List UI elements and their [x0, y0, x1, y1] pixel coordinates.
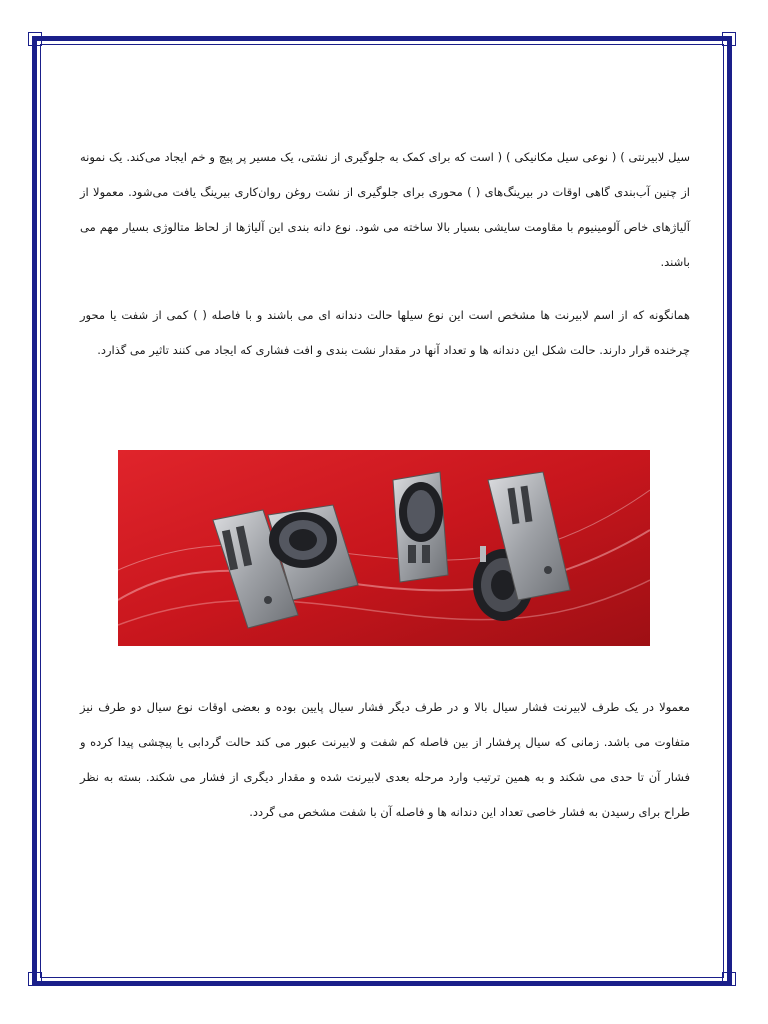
border-corner-ornament — [722, 32, 736, 46]
paragraph-teeth: همانگونه که از اسم لابیرنت ها مشخص است این نوع سیلها حالت دندانه ای می باشند و با فاصله ( ) کمی از شفت یا محور چرخنده قرار دارند. حالت شکل این دندانه ها و تعداد آنها در مقدار نشت بندی و افت فشاری که ایجاد می کنند تاثیر می گذارد. — [80, 308, 690, 357]
border-corner-ornament — [28, 972, 42, 986]
seal-photo-illustration — [118, 450, 650, 646]
border-corner-ornament — [28, 32, 42, 46]
paragraph-intro: سیل لابیرنتی ) ( نوعی سیل مکانیکی ) ( است که برای کمک به جلوگیری از نشتی، یک مسیر پر پیچ و خم ایجاد می‌کند. یک نمونه از چنین آب‌بندی گاهی اوقات در بیرینگ‌های ( ) محوری برای جلوگیری از نشت روغن روان‌کاری بیرینگ یافت می‌شود. معمولا از آلیاژهای خاص آلومینیوم با مقاومت سایشی بسیار بالا ساخته می شود. نوع دانه بندی این آلیاژها از لحاظ متالوژی بسیار مهم می باشند. — [80, 150, 690, 269]
border-corner-ornament — [722, 972, 736, 986]
document-body — [80, 140, 690, 386]
seal-housing-center — [393, 472, 448, 582]
paragraph-pressure: معمولا در یک طرف لابیرنت فشار سیال بالا و در طرف دیگر فشار سیال پایین بوده و بعضی اوقات نوع سیال دو طرف نیز متفاوت می باشد. زمانی که سیال پرفشار از بین فاصله کم شفت و لابیرنت عبور می کند حالت گردابی یا پیچشی پیدا کرده و فشار آن تا حدی می شکند و به همین ترتیب وارد مرحله بعدی لابیرنت شده و مقدار دیگری از فشار می شکند. بسته به نظر طراح برای رسیدن به فشار خاصی تعداد این دندانه ها و فاصله آن با شفت مشخص می گردد. — [80, 700, 690, 819]
document-body-lower — [80, 690, 690, 848]
labyrinth-seal-image — [118, 450, 650, 646]
